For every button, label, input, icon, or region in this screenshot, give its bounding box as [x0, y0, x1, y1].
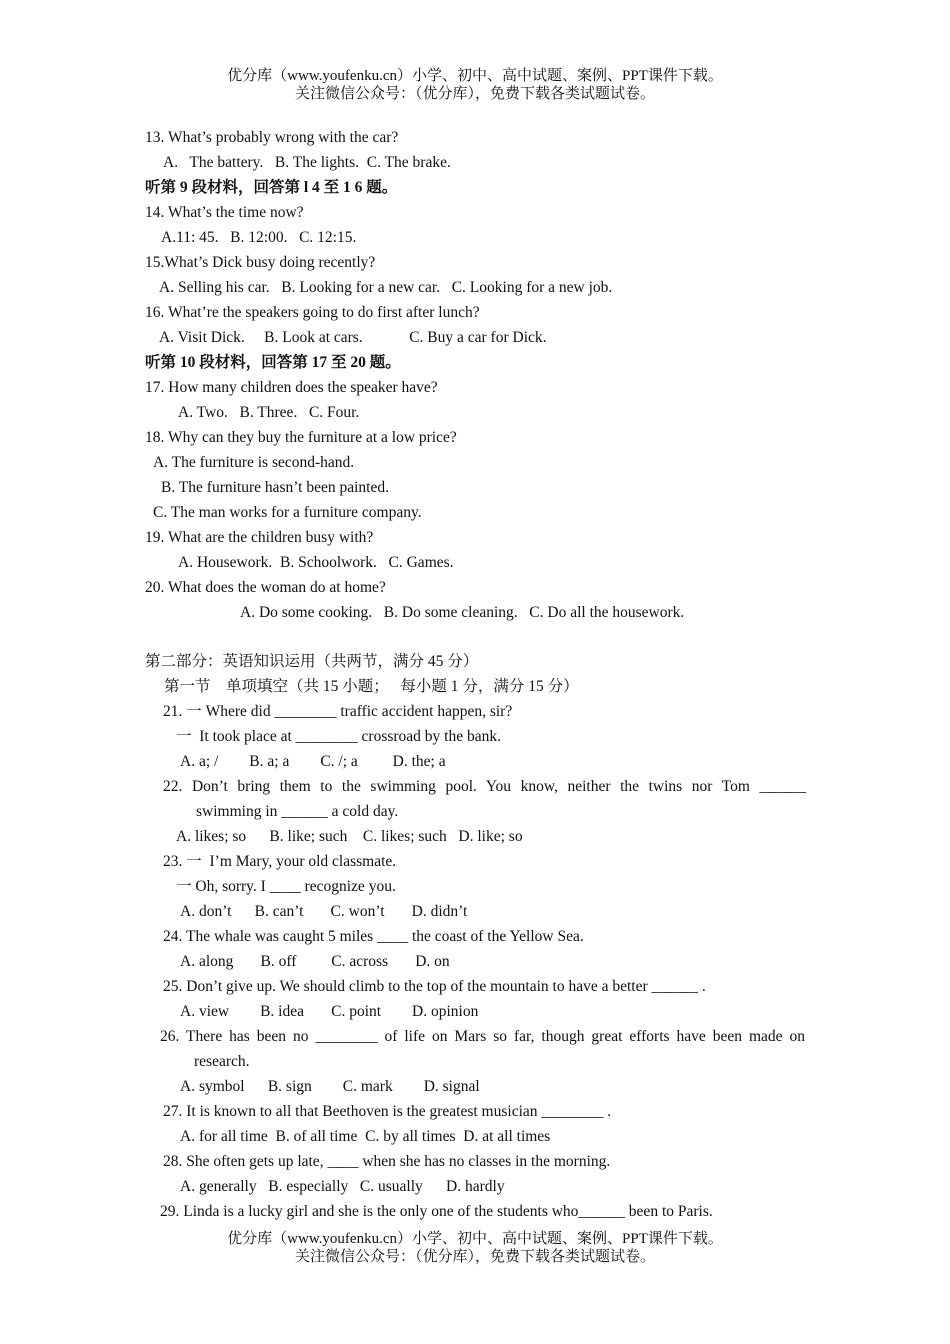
- question-20: 20. What does the woman do at home?: [145, 579, 386, 596]
- page-footer: [0, 1230, 950, 1266]
- question-14-options: A.11: 45. B. 12:00. C. 12:15.: [161, 229, 357, 246]
- question-23: 23. 一 I’m Mary, your old classmate.: [163, 853, 397, 870]
- question-23-reply: 一 Oh, sorry. I ____ recognize you.: [176, 878, 396, 895]
- question-18-option-b: B. The furniture hasn’t been painted.: [161, 479, 389, 496]
- header-line-1: 优分库（www.youfenku.cn）小学、初中、高中试题、案例、PPT课件下载。: [227, 68, 723, 84]
- question-26-continued: research.: [194, 1053, 250, 1070]
- question-22-options: A. likes; so B. like; such C. likes; such D. like; so: [176, 828, 523, 845]
- question-23-options: A. don’t B. can’t C. won’t D. didn’t: [180, 903, 468, 920]
- header-line-2: 关注微信公众号：（优分库），免费下载各类试题试卷。: [294, 86, 655, 102]
- question-13-options: A. The battery. B. The lights. C. The brake.: [163, 154, 451, 171]
- question-16: 16. What’re the speakers going to do first after lunch?: [145, 304, 480, 321]
- question-26: 26. There has been no ________ of life on Mars so far, though great efforts have been made on: [160, 1028, 805, 1045]
- question-18-option-c: C. The man works for a furniture company.: [153, 504, 422, 521]
- question-18-option-a: A. The furniture is second-hand.: [153, 454, 355, 471]
- question-27-options: A. for all time B. of all time C. by all times D. at all times: [180, 1128, 551, 1145]
- question-24: 24. The whale was caught 5 miles ____ the coast of the Yellow Sea.: [163, 928, 584, 945]
- question-18: 18. Why can they buy the furniture at a low price?: [145, 429, 457, 446]
- question-22-continued: swimming in ______ a cold day.: [196, 803, 399, 820]
- page-header: [0, 67, 950, 103]
- question-15: 15.What’s Dick busy doing recently?: [145, 254, 376, 271]
- question-25: 25. Don’t give up. We should climb to the top of the mountain to have a better ______ .: [163, 978, 706, 995]
- question-25-options: A. view B. idea C. point D. opinion: [180, 1003, 479, 1020]
- question-22: 22. Don’t bring them to the swimming pool. You know, neither the twins nor Tom ______: [163, 778, 806, 795]
- question-28: 28. She often gets up late, ____ when she has no classes in the morning.: [163, 1153, 611, 1170]
- section-heading-10: 听第 10 段材料，回答第 17 至 20 题。: [145, 354, 401, 371]
- footer-line-2: 关注微信公众号：（优分库），免费下载各类试题试卷。: [294, 1249, 655, 1265]
- question-17-options: A. Two. B. Three. C. Four.: [178, 404, 360, 421]
- question-13: 13. What’s probably wrong with the car?: [145, 129, 399, 146]
- question-26-options: A. symbol B. sign C. mark D. signal: [180, 1078, 480, 1095]
- question-21-options: A. a; / B. a; a C. /; a D. the; a: [180, 753, 446, 770]
- question-21-reply: 一 It took place at ________ crossroad by the bank.: [176, 728, 501, 745]
- question-15-options: A. Selling his car. B. Looking for a new car. C. Looking for a new job.: [159, 279, 613, 296]
- question-21: 21. 一 Where did ________ traffic accident happen, sir?: [163, 703, 513, 720]
- question-28-options: A. generally B. especially C. usually D. hardly: [180, 1178, 505, 1195]
- question-24-options: A. along B. off C. across D. on: [180, 953, 450, 970]
- question-27: 27. It is known to all that Beethoven is the greatest musician ________ .: [163, 1103, 612, 1120]
- question-16-options: A. Visit Dick. B. Look at cars. C. Buy a car for Dick.: [159, 329, 547, 346]
- section-one-heading: 第一节 单项填空（共 15 小题； 每小题 1 分，满分 15 分）: [164, 678, 579, 695]
- question-29: 29. Linda is a lucky girl and she is the only one of the students who______ been to Paris.: [160, 1203, 713, 1220]
- question-17: 17. How many children does the speaker have?: [145, 379, 438, 396]
- question-19-options: A. Housework. B. Schoolwork. C. Games.: [178, 554, 454, 571]
- section-heading-9: 听第 9 段材料，回答第 l 4 至 1 6 题。: [145, 179, 398, 196]
- question-14: 14. What’s the time now?: [145, 204, 304, 221]
- question-20-options: A. Do some cooking. B. Do some cleaning. C. Do all the housework.: [240, 604, 685, 621]
- part-two-heading: 第二部分：英语知识运用（共两节，满分 45 分）: [145, 653, 479, 670]
- question-19: 19. What are the children busy with?: [145, 529, 374, 546]
- footer-line-1: 优分库（www.youfenku.cn）小学、初中、高中试题、案例、PPT课件下载。: [227, 1231, 723, 1247]
